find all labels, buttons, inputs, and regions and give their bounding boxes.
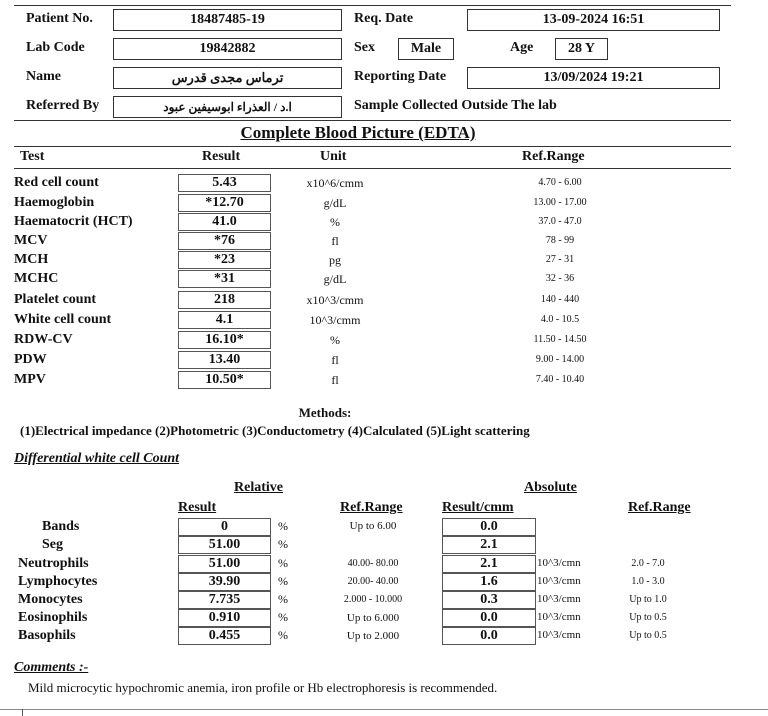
diff-absolute: 0.0 (442, 609, 536, 627)
cbp-title: Complete Blood Picture (EDTA) (240, 123, 476, 142)
lab-code-label: Lab Code (26, 40, 85, 55)
diff-cell-name: Monocytes (18, 592, 83, 607)
methods-title: Methods: (298, 405, 352, 420)
diff-abs-unit: 10^3/cmn (537, 629, 581, 641)
diff-absolute: 0.0 (442, 518, 536, 536)
diff-cell-name: Seg (42, 537, 63, 552)
diff-absolute-label: Absolute (524, 480, 577, 495)
diff-abs-unit: 10^3/cmn (537, 611, 581, 623)
cbp-unit: x10^3/cmm (306, 293, 364, 307)
methods-line: (1)Electrical impedance (2)Photometric (3)Conductometry (4)Calculated (5)Light scattering (20, 423, 530, 438)
diff-result: 0 (178, 518, 271, 536)
sex-value: Male (398, 38, 454, 60)
cbp-header-bottom-rule (14, 168, 731, 169)
cbp-unit: pg (329, 253, 341, 267)
cbp-test-name: Platelet count (14, 292, 97, 307)
comments-text: Mild microcytic hypochromic anemia, iron profile or Hb electrophoresis is recommended. (28, 680, 498, 695)
diff-percent: % (278, 610, 288, 624)
diff-result: 0.455 (178, 627, 271, 645)
diff-title: Differential white cell Count (14, 451, 180, 466)
diff-col-result: Result (178, 500, 217, 515)
req-date-label: Req. Date (354, 11, 414, 26)
cbp-unit: x10^6/cmm (306, 176, 364, 190)
diff-abs-ref-range: Up to 1.0 (629, 594, 667, 605)
diff-cell-name: Bands (42, 519, 80, 534)
cbp-ref-range: 78 - 99 (545, 235, 575, 246)
diff-result: 7.735 (178, 591, 271, 609)
name-label: Name (26, 69, 61, 84)
cbp-result: *23 (178, 251, 271, 269)
cbp-test-name: White cell count (14, 312, 112, 327)
cbp-ref-range: 32 - 36 (545, 273, 575, 284)
cbp-result: 13.40 (178, 351, 271, 369)
cbp-ref-range: 37.0 - 47.0 (538, 216, 582, 227)
diff-col-result-cmm: Result/cmm (442, 500, 514, 515)
cbp-unit: g/dL (323, 196, 347, 210)
sample-note: Sample Collected Outside The lab (354, 98, 557, 113)
diff-cell-name: Basophils (18, 628, 76, 643)
cbp-test-name: PDW (14, 352, 47, 367)
cbp-test-name: Haemoglobin (14, 195, 95, 210)
cbp-unit: g/dL (323, 272, 347, 286)
diff-absolute: 0.3 (442, 591, 536, 609)
cbp-col-ref: Ref.Range (522, 149, 585, 164)
cbp-ref-range: 11.50 - 14.50 (533, 334, 587, 345)
cbp-ref-range: 4.0 - 10.5 (540, 314, 580, 325)
cbp-col-result: Result (202, 149, 241, 164)
cbp-unit: fl (331, 353, 339, 367)
cbp-test-name: RDW-CV (14, 332, 73, 347)
diff-percent: % (278, 537, 288, 551)
diff-col-ref: Ref.Range (340, 500, 403, 515)
cbp-unit: % (330, 333, 340, 347)
diff-cell-name: Eosinophils (18, 610, 88, 625)
header-top-rule (14, 5, 731, 6)
cbp-unit: fl (331, 373, 339, 387)
diff-abs-unit: 10^3/cmn (537, 593, 581, 605)
name-value: ترماس مجدى قدرس (113, 67, 342, 89)
lab-code-value: 19842882 (113, 38, 342, 60)
diff-absolute: 2.1 (442, 536, 536, 554)
diff-col-abs-ref: Ref.Range (628, 500, 691, 515)
referred-by-value: ا.د / العذراء ابوسيفين عبود (113, 96, 342, 118)
diff-ref-range: 2.000 - 10.000 (343, 594, 403, 605)
req-date-value: 13-09-2024 16:51 (467, 9, 720, 31)
cbp-result: 10.50* (178, 371, 271, 389)
diff-ref-range: 40.00- 80.00 (347, 558, 399, 569)
cbp-result: 5.43 (178, 174, 271, 192)
diff-cell-name: Lymphocytes (18, 574, 98, 589)
diff-cell-name: Neutrophils (18, 556, 89, 571)
diff-abs-unit: 10^3/cmn (537, 575, 581, 587)
cbp-result: *76 (178, 232, 271, 250)
diff-ref-range: Up to 6.00 (349, 520, 397, 532)
diff-abs-unit: 10^3/cmn (537, 557, 581, 569)
cbp-result: 4.1 (178, 311, 271, 329)
cbp-col-unit: Unit (320, 149, 347, 164)
cbp-unit: % (330, 215, 340, 229)
cbp-result: 218 (178, 291, 271, 309)
cbp-result: 41.0 (178, 213, 271, 231)
referred-by-label: Referred By (26, 98, 100, 113)
diff-ref-range: Up to 6.000 (346, 612, 400, 624)
cbp-col-test: Test (20, 149, 45, 164)
diff-percent: % (278, 519, 288, 533)
patient-no-label: Patient No. (26, 11, 93, 26)
diff-absolute: 2.1 (442, 555, 536, 573)
reporting-date-value: 13/09/2024 19:21 (467, 67, 720, 89)
diff-abs-ref-range: Up to 0.5 (629, 630, 667, 641)
cbp-result: *12.70 (178, 194, 271, 212)
diff-ref-range: 20.00- 40.00 (347, 576, 399, 587)
comments-title: Comments :- (14, 660, 89, 675)
cbp-unit: fl (331, 234, 339, 248)
diff-abs-ref-range: 1.0 - 3.0 (631, 576, 665, 587)
diff-percent: % (278, 628, 288, 642)
diff-percent: % (278, 556, 288, 570)
diff-percent: % (278, 574, 288, 588)
diff-absolute: 0.0 (442, 627, 536, 645)
cbp-test-name: MCH (14, 252, 49, 267)
cbp-ref-range: 13.00 - 17.00 (533, 197, 587, 208)
sex-label: Sex (354, 40, 375, 55)
cbp-test-name: MCHC (14, 271, 59, 286)
cbp-result: *31 (178, 270, 271, 288)
age-label: Age (510, 40, 534, 55)
diff-ref-range: Up to 2.000 (346, 630, 400, 642)
cbp-test-name: Haematocrit (HCT) (14, 214, 133, 229)
age-value: 28 Y (555, 38, 608, 60)
cbp-unit: 10^3/cmm (309, 313, 361, 327)
page-bottom-rule (0, 709, 768, 710)
cbp-ref-range: 4.70 - 6.00 (538, 177, 582, 188)
cbp-ref-range: 7.40 - 10.40 (535, 374, 585, 385)
diff-result: 51.00 (178, 555, 271, 573)
cbp-ref-range: 27 - 31 (545, 254, 575, 265)
diff-abs-ref-range: Up to 0.5 (629, 612, 667, 623)
diff-percent: % (278, 592, 288, 606)
diff-result: 39.90 (178, 573, 271, 591)
cbp-test-name: Red cell count (14, 175, 99, 190)
cbp-ref-range: 9.00 - 14.00 (535, 354, 585, 365)
cbp-test-name: MCV (14, 233, 48, 248)
diff-relative-label: Relative (234, 480, 283, 495)
cbp-result: 16.10* (178, 331, 271, 349)
cbp-header-top-rule (14, 146, 731, 147)
diff-result: 51.00 (178, 536, 271, 554)
page-corner-mark (22, 709, 23, 716)
diff-abs-ref-range: 2.0 - 7.0 (631, 558, 665, 569)
cbp-ref-range: 140 - 440 (540, 294, 580, 305)
diff-result: 0.910 (178, 609, 271, 627)
cbp-test-name: MPV (14, 372, 46, 387)
patient-no-value: 18487485-19 (113, 9, 342, 31)
diff-absolute: 1.6 (442, 573, 536, 591)
header-bottom-rule (14, 120, 731, 121)
reporting-date-label: Reporting Date (354, 69, 447, 84)
